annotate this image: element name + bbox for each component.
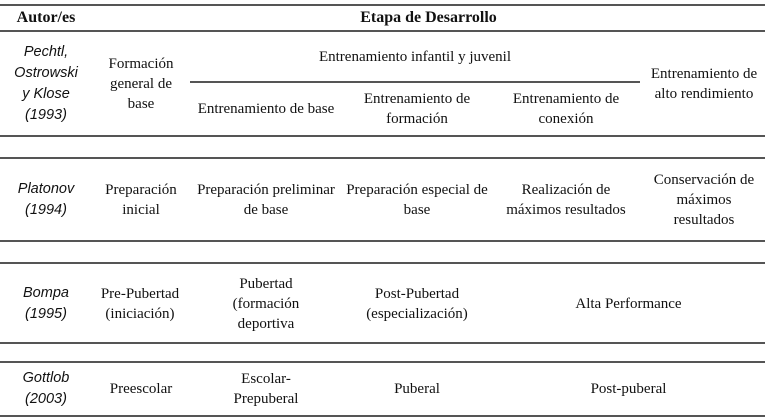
- stage-cell: Preparación inicial: [105, 182, 177, 218]
- author-line: Pechtl,: [23, 44, 69, 60]
- author-cell: [0, 32, 92, 136]
- author-line: (1993): [25, 107, 67, 123]
- stage-cell: Alta Performance: [575, 296, 682, 312]
- stage-cell: Realización de máximos resultados: [506, 182, 626, 218]
- rule-bottom: [0, 415, 765, 417]
- author-line: y Klose: [22, 86, 70, 102]
- author-line: Bompa: [23, 285, 69, 301]
- rule-group: [190, 81, 640, 83]
- stage-cell: Conservación de máximos resultados: [653, 172, 755, 228]
- header-author: Autor/es: [16, 9, 76, 26]
- author-line: (1994): [25, 202, 67, 218]
- author-line: Gottlob: [22, 370, 70, 386]
- group-header: Entrenamiento infantil y juvenil: [318, 49, 512, 65]
- rule-row: [0, 342, 765, 344]
- stage-cell: Preparación preliminar de base: [197, 182, 335, 218]
- author-cell: [0, 264, 92, 344]
- stage-cell: Entrenamiento de base: [197, 101, 335, 117]
- author-line: Platonov: [17, 181, 75, 197]
- author-cell: [0, 159, 92, 241]
- stage-cell: Pre-Pubertad (iniciación): [100, 286, 180, 322]
- stage-cell: Preescolar: [109, 381, 173, 397]
- rule-row: [0, 240, 765, 242]
- author-line: (1995): [25, 306, 67, 322]
- stage-cell: Formación general de base: [108, 56, 174, 112]
- stage-cell: Preparación especial de base: [346, 182, 488, 218]
- stage-cell: Pubertad (formación deportiva: [232, 276, 300, 332]
- stage-cell: Puberal: [394, 381, 440, 397]
- rule-row: [0, 135, 765, 137]
- stage-cell: Entrenamiento de formación: [363, 91, 471, 127]
- stage-cell: Post-puberal: [590, 381, 667, 397]
- author-line: Ostrowski: [14, 65, 78, 81]
- stage-cell: Post-Pubertad (especialización): [366, 286, 468, 322]
- author-cell: [0, 363, 92, 415]
- author-line: (2003): [25, 391, 67, 407]
- stage-cell: Escolar-Prepuberal: [233, 371, 299, 407]
- stage-cell: Entrenamiento de alto rendimiento: [650, 66, 758, 102]
- stage-cell: Entrenamiento de conexión: [512, 91, 620, 127]
- header-stage: Etapa de Desarrollo: [360, 9, 497, 26]
